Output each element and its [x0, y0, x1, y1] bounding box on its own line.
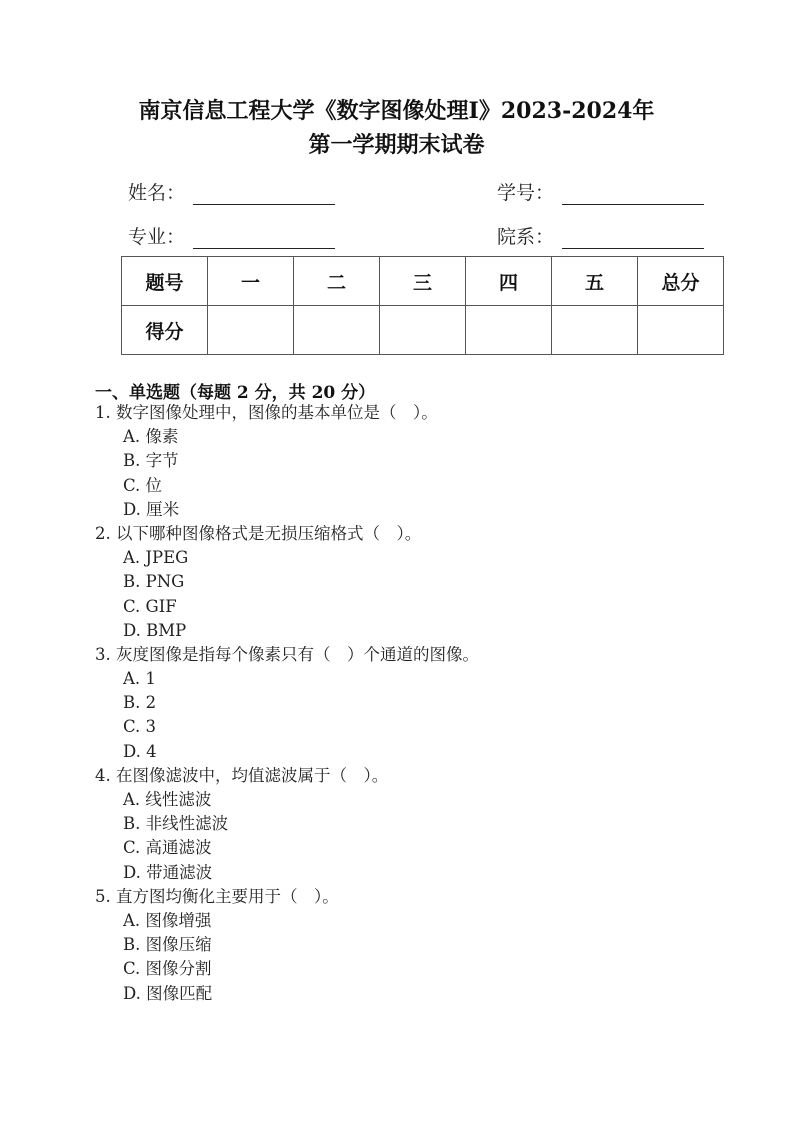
question-option: C. 高通滤波 [123, 838, 212, 858]
score-table [121, 256, 724, 355]
name-label: 姓名： [128, 182, 186, 204]
question-option: D. BMP [123, 620, 187, 640]
major-field [128, 222, 335, 249]
department-label: 院系： [497, 226, 555, 248]
question-option: D. 带通滤波 [123, 862, 213, 882]
score-cell [638, 306, 724, 355]
question-option: C. 位 [123, 475, 163, 495]
student-id-blank [562, 186, 704, 205]
score-cell [380, 306, 466, 355]
score-label-cell: 得分 [122, 306, 208, 355]
question-option: D. 厘米 [123, 499, 180, 519]
question-option: C. 图像分割 [123, 959, 212, 979]
question-list [95, 401, 479, 1006]
major-blank [193, 230, 335, 249]
header-cell: 题号 [122, 257, 208, 306]
score-table-header-row [122, 257, 724, 306]
department-blank [562, 230, 704, 249]
question-option: C. 3 [123, 717, 157, 737]
name-field [128, 178, 335, 205]
score-cell [552, 306, 638, 355]
department-field [497, 222, 704, 249]
question-option: A. 1 [123, 669, 156, 689]
question-stem: 1. 数字图像处理中，图像的基本单位是（ ）。 [95, 403, 438, 422]
section-heading: 一、单选题（每题 2 分，共 20 分） [95, 383, 376, 403]
header-cell: 总分 [638, 257, 724, 306]
exam-title: 南京信息工程大学《数字图像处理Ⅰ》2023-2024年 [138, 98, 655, 124]
question-option: A. 像素 [123, 427, 179, 447]
major-label: 专业： [128, 226, 186, 248]
question-option: B. 图像压缩 [123, 935, 212, 955]
question-option: B. 非线性滤波 [123, 814, 229, 834]
question-stem: 4. 在图像滤波中，均值滤波属于（ ）。 [95, 765, 389, 785]
header-cell: 二 [294, 257, 380, 306]
question-option: D. 图像匹配 [123, 983, 213, 1003]
question-stem: 5. 直方图均衡化主要用于（ ）。 [95, 886, 339, 906]
header-cell: 三 [380, 257, 466, 306]
name-blank [193, 186, 335, 205]
score-cell [466, 306, 552, 355]
header-cell: 一 [208, 257, 294, 306]
question-stem: 3. 灰度图像是指每个像素只有（ ）个通道的图像。 [95, 644, 479, 664]
header-cell: 五 [552, 257, 638, 306]
question-option: B. PNG [123, 572, 185, 592]
student-id-field [497, 178, 704, 205]
question-stem: 2. 以下哪种图像格式是无损压缩格式（ ）。 [95, 523, 422, 543]
exam-subtitle: 第一学期期末试卷 [308, 132, 485, 158]
question-option: D. 4 [123, 741, 157, 761]
question-option: C. GIF [123, 596, 177, 616]
question-option: B. 2 [123, 693, 157, 713]
question-option: A. 线性滤波 [123, 790, 212, 809]
question-option: A. 图像增强 [123, 910, 212, 930]
question-option: B. 字节 [123, 451, 179, 471]
student-id-label: 学号： [497, 182, 555, 204]
header-cell: 四 [466, 257, 552, 306]
question-option: A. JPEG [123, 548, 189, 568]
score-cell [294, 306, 380, 355]
score-cell [208, 306, 294, 355]
score-table-score-row [122, 306, 724, 355]
